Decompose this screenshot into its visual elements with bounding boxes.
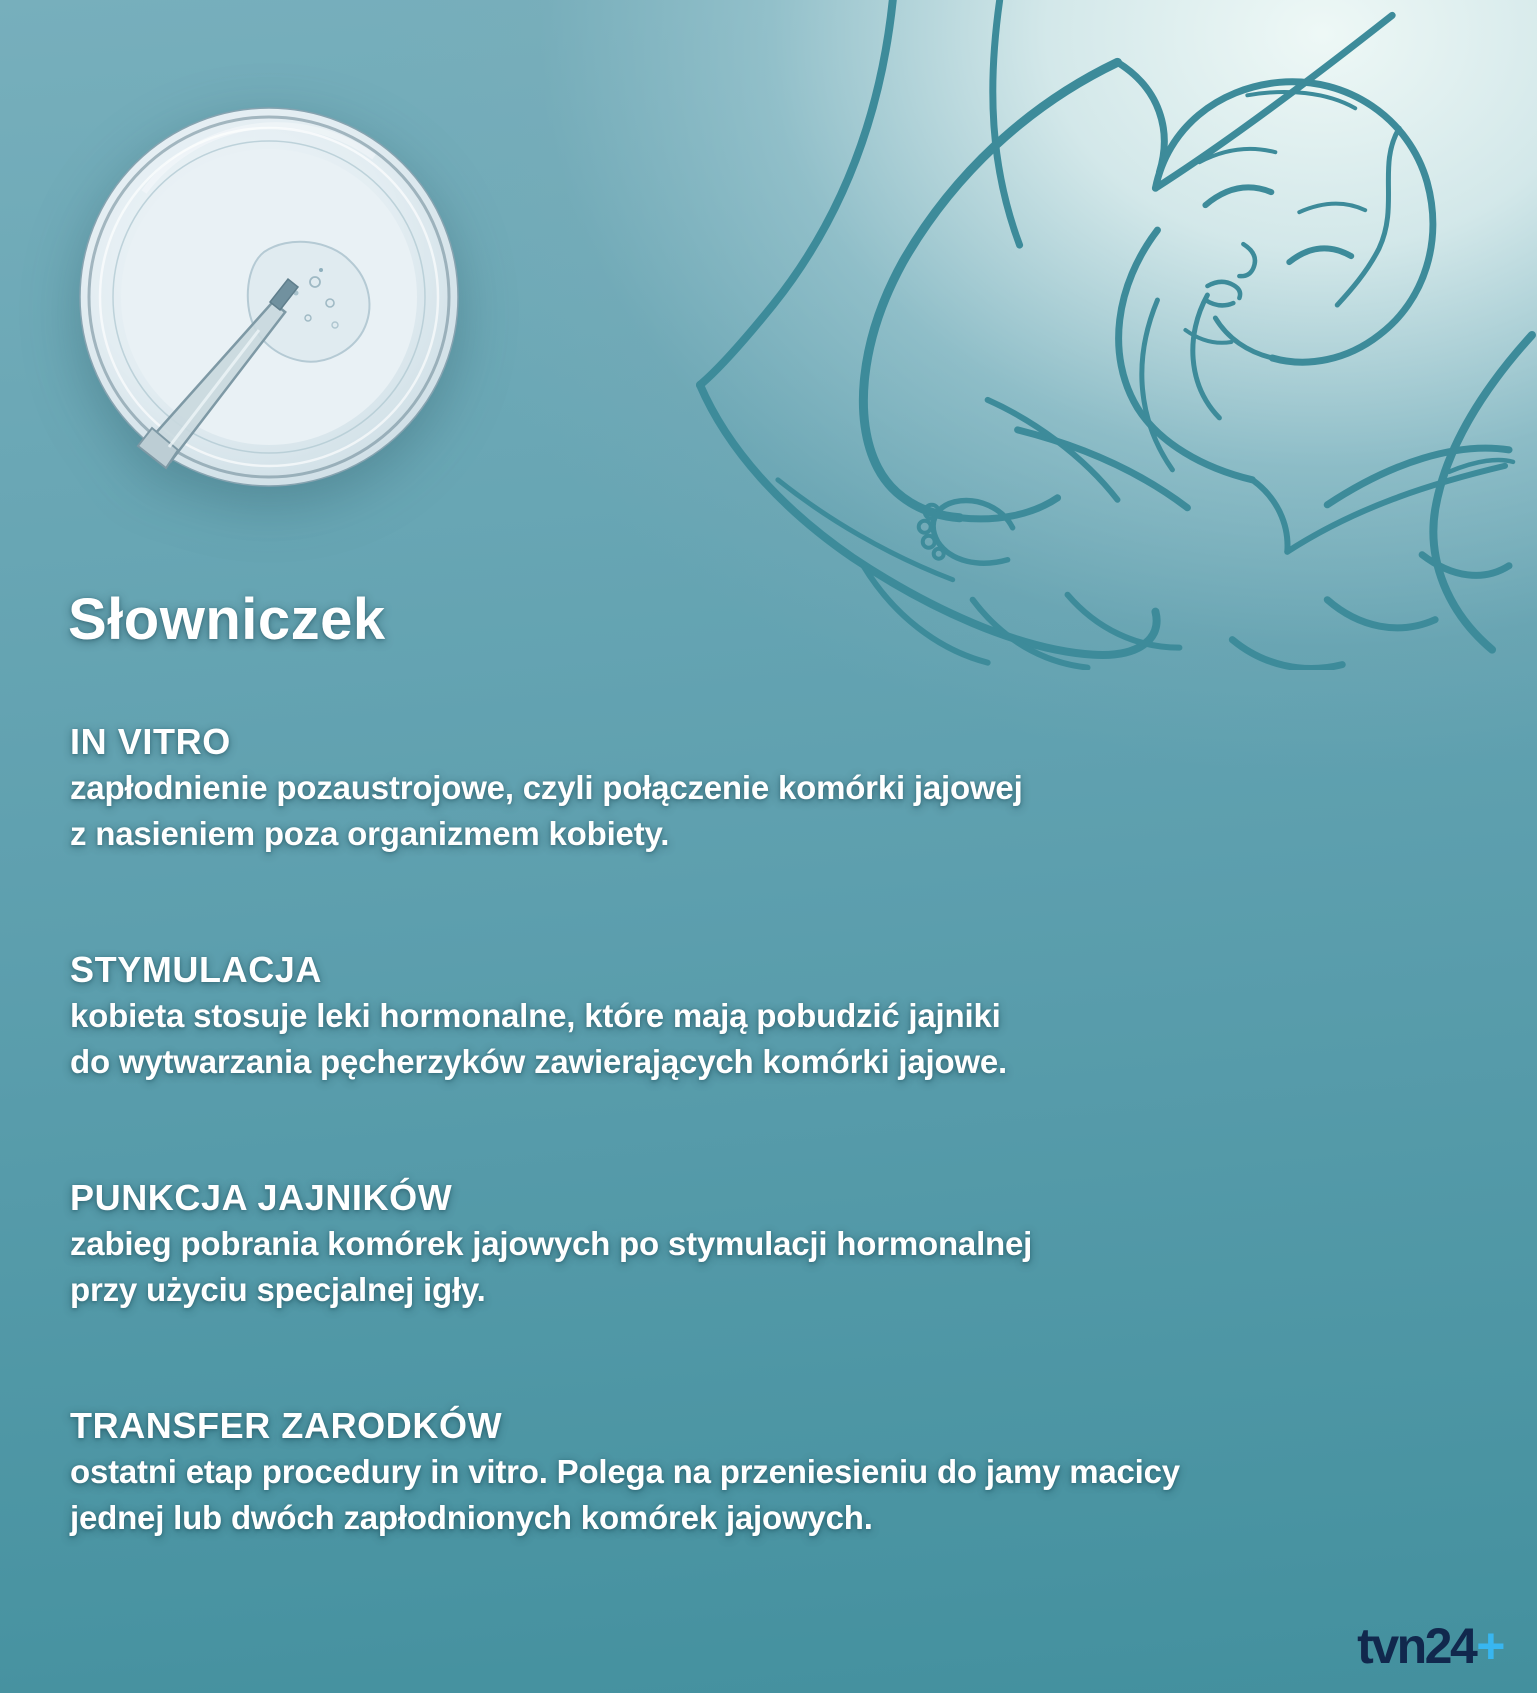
glossary-definition-line: z nasieniem poza organizmem kobiety. [70,815,670,852]
glossary-term: STYMULACJA [70,949,323,990]
glossary-term: PUNKCJA JAJNIKÓW [70,1177,453,1218]
tvn24-plus-logo [1357,1618,1503,1674]
glossary-definition-line: ostatni etap procedury in vitro. Polega na przeniesieniu do jamy macicy [70,1453,1180,1490]
glossary-term: TRANSFER ZARODKÓW [70,1405,503,1446]
glossary-definition-line: jednej lub dwóch zapłodnionych komórek jajowych. [70,1499,873,1536]
plus-icon: + [1476,1618,1503,1674]
glossary-definition-line: przy użyciu specjalnej igły. [70,1271,486,1308]
glossary-entry-transfer-zarodkow [70,1403,1410,1541]
hands-holding-baby-illustration [688,0,1537,670]
page-title: Słowniczek [68,587,386,652]
petri-dish-image [74,102,464,492]
glossary-term: IN VITRO [70,721,231,762]
glossary-definition-line: zabieg pobrania komórek jajowych po stymulacji hormonalnej [70,1225,1033,1262]
glossary-definition-line: kobieta stosuje leki hormonalne, które mają pobudzić jajniki [70,997,1001,1034]
glossary-entry-punkcja-jajnikow [70,1175,1410,1313]
tvn24-logo-text: tvn24 [1357,1618,1476,1674]
glossary-entry-stymulacja [70,947,1410,1085]
glossary-definition-line: do wytwarzania pęcherzyków zawierających komórki jajowe. [70,1043,1008,1080]
glossary-definition-line: zapłodnienie pozaustrojowe, czyli połączenie komórki jajowej [70,769,1023,806]
glossary-entry-in-vitro [70,719,1410,857]
